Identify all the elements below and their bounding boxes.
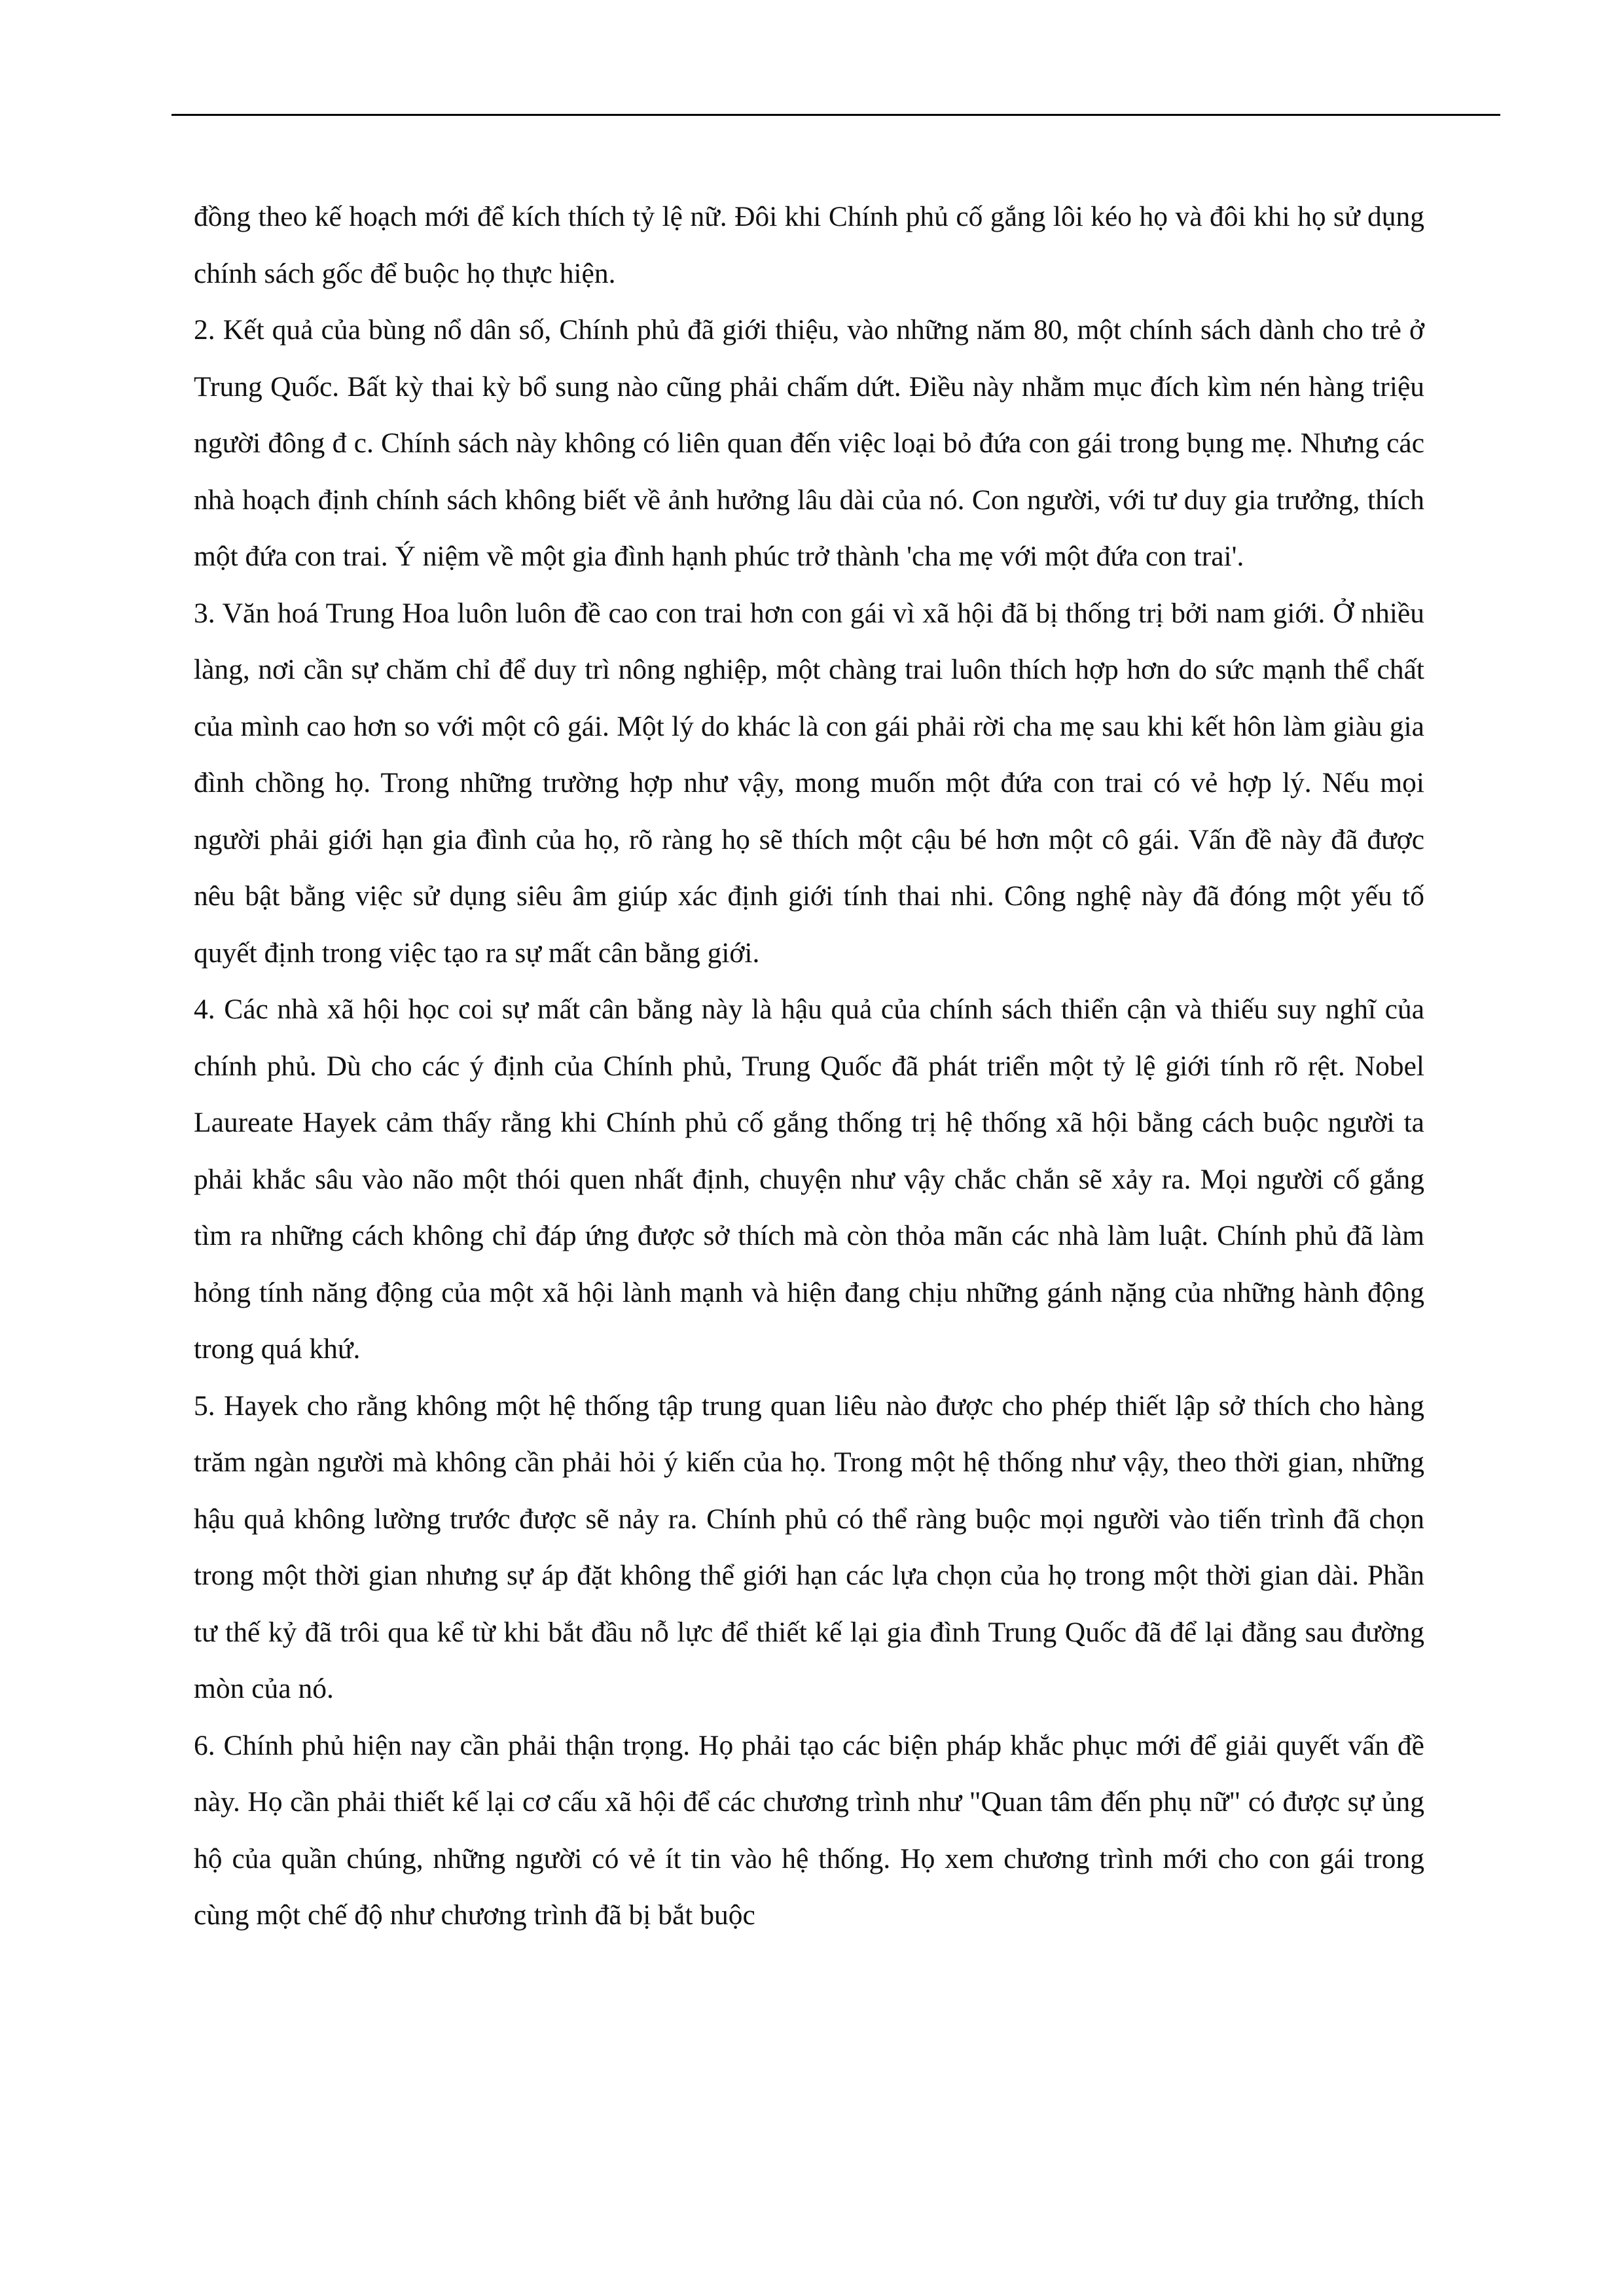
paragraph-5: 5. Hayek cho rằng không một hệ thống tập trung quan liêu nào được cho phép thiết lập sở thích cho hàng trăm ngàn người mà không cần phải hỏi ý kiến của họ. Trong một hệ thống như vậy, theo thời gian, những hậu quả không lường trước được sẽ nảy ra. Chính phủ có thể ràng buộc mọi người vào tiến trình đã chọn trong một thời gian nhưng sự áp đặt không thể giới hạn các lựa chọn của họ trong một thời gian dài. Phần tư thế kỷ đã trôi qua kể từ khi bắt đầu nỗ lực để thiết kế lại gia đình Trung Quốc đã để lại đằng sau đường mòn của nó. [194,1390,1424,1704]
paragraph-6: 6. Chính phủ hiện nay cần phải thận trọng. Họ phải tạo các biện pháp khắc phục mới để giải quyết vấn đề này. Họ cần phải thiết kế lại cơ cấu xã hội để các chương trình như "Quan tâm đến phụ nữ" có được sự ủng hộ của quần chúng, những người có vẻ ít tin vào hệ thống. Họ xem chương trình mới cho con gái trong cùng một chế độ như chương trình đã bị bắt buộc [194,1729,1424,1931]
paragraph-2: 2. Kết quả của bùng nổ dân số, Chính phủ đã giới thiệu, vào những năm 80, một chính sách dành cho trẻ ở Trung Quốc. Bất kỳ thai kỳ bổ sung nào cũng phải chấm dứt. Điều này nhằm mục đích kìm nén hàng triệu người đông đ c. Chính sách này không có liên quan đến việc loại bỏ đứa con gái trong bụng mẹ. Nhưng các nhà hoạch định chính sách không biết về ảnh hưởng lâu dài của nó. Con người, với tư duy gia trưởng, thích một đứa con trai. Ý niệm về một gia đình hạnh phúc trở thành 'cha mẹ với một đứa con trai'. [194,314,1424,572]
paragraph-4: 4. Các nhà xã hội học coi sự mất cân bằng này là hậu quả của chính sách thiển cận và thiếu suy nghĩ của chính phủ. Dù cho các ý định của Chính phủ, Trung Quốc đã phát triển một tỷ lệ giới tính rõ rệt. Nobel Laureate Hayek cảm thấy rằng khi Chính phủ cố gắng thống trị hệ thống xã hội bằng cách buộc người ta phải khắc sâu vào não một thói quen nhất định, chuyện như vậy chắc chắn sẽ xảy ra. Mọi người cố gắng tìm ra những cách không chỉ đáp ứng được sở thích mà còn thỏa mãn các nhà làm luật. Chính phủ đã làm hỏng tính năng động của một xã hội lành mạnh và hiện đang chịu những gánh nặng của những hành động trong quá khứ. [194,994,1424,1365]
paragraph-continuation: đồng theo kế hoạch mới để kích thích tỷ lệ nữ. Đôi khi Chính phủ cố gắng lôi kéo họ và đôi khi họ sử dụng chính sách gốc để buộc họ thực hiện. [194,201,1424,289]
header-rule [171,114,1500,116]
paragraph-3: 3. Văn hoá Trung Hoa luôn luôn đề cao con trai hơn con gái vì xã hội đã bị thống trị bởi nam giới. Ở nhiều làng, nơi cần sự chăm chỉ để duy trì nông nghiệp, một chàng trai luôn thích hợp hơn do sức mạnh thể chất của mình cao hơn so với một cô gái. Một lý do khác là con gái phải rời cha mẹ sau khi kết hôn làm giàu gia đình chồng họ. Trong những trường hợp như vậy, mong muốn một đứa con trai có vẻ hợp lý. Nếu mọi người phải giới hạn gia đình của họ, rõ ràng họ sẽ thích một cậu bé hơn một cô gái. Vấn đề này đã được nêu bật bằng việc sử dụng siêu âm giúp xác định giới tính thai nhi. Công nghệ này đã đóng một yếu tố quyết định trong việc tạo ra sự mất cân bằng giới. [194,597,1424,969]
document-body [194,188,1424,1944]
